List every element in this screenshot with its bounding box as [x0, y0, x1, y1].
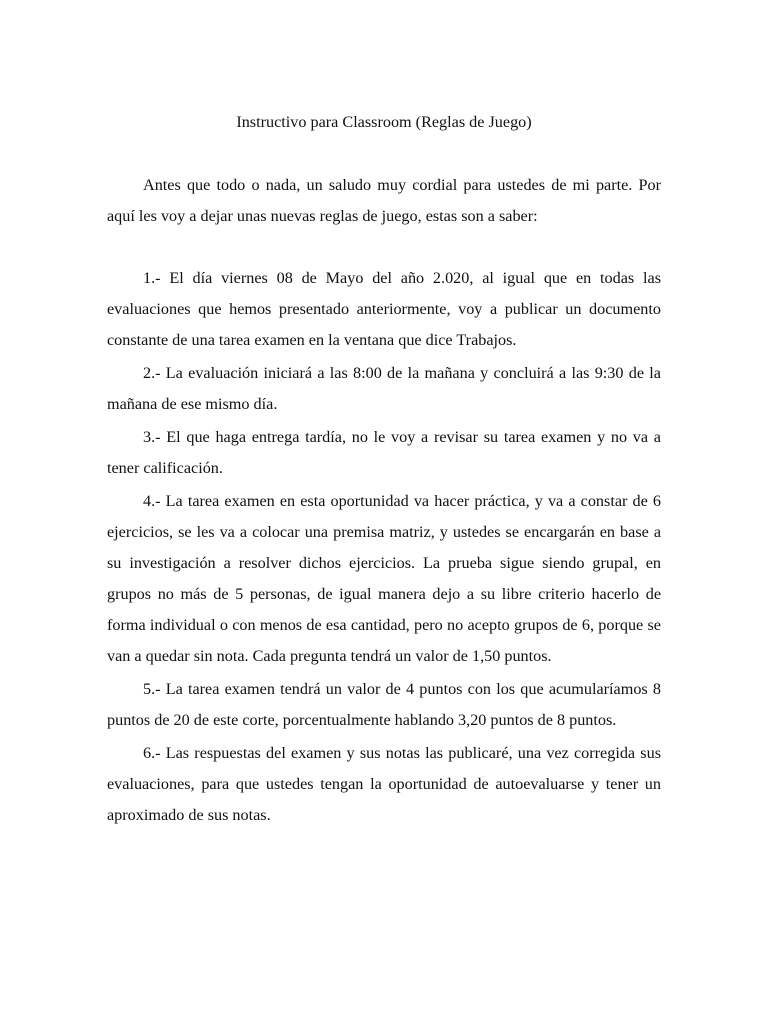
rule-1-paragraph: 1.- El día viernes 08 de Mayo del año 2.020, al igual que en todas las evaluaciones que hemos presentado anteriormente, voy a publicar un documento constante de una tarea examen en la ventana que dice Trabajos. [107, 269, 661, 349]
rule-6-paragraph: 6.- Las respuestas del examen y sus notas las publicaré, una vez corregida sus evaluaciones, para que ustedes tengan la oportunidad de autoevaluarse y tener un aproximado de sus notas. [107, 744, 661, 824]
document-body [107, 170, 661, 831]
rule-2-paragraph: 2.- La evaluación iniciará a las 8:00 de la mañana y concluirá a las 9:30 de la mañana de ese mismo día. [107, 364, 661, 413]
rule-4-paragraph: 4.- La tarea examen en esta oportunidad va hacer práctica, y va a constar de 6 ejercicios, se les va a colocar una premisa matriz, y ustedes se encargarán en base a su investigación a resolver dichos ejercicios. La prueba sigue siendo grupal, en grupos no más de 5 personas, de igual manera dejo a su libre criterio hacerlo de forma individual o con menos de esa cantidad, pero no acepto grupos de 6, porque se van a quedar sin nota. Cada pregunta tendrá un valor de 1,50 puntos. [107, 492, 661, 665]
rule-3-paragraph: 3.- El que haga entrega tardía, no le voy a revisar su tarea examen y no va a tener calificación. [107, 428, 661, 477]
document-title: Instructivo para Classroom (Reglas de Juego) [236, 113, 532, 131]
rule-5-paragraph: 5.- La tarea examen tendrá un valor de 4 puntos con los que acumularíamos 8 puntos de 20 de este corte, porcentualmente hablando 3,20 puntos de 8 puntos. [107, 680, 661, 729]
intro-paragraph: Antes que todo o nada, un saludo muy cordial para ustedes de mi parte. Por aquí les voy a dejar unas nuevas reglas de juego, estas son a saber: [107, 176, 661, 225]
